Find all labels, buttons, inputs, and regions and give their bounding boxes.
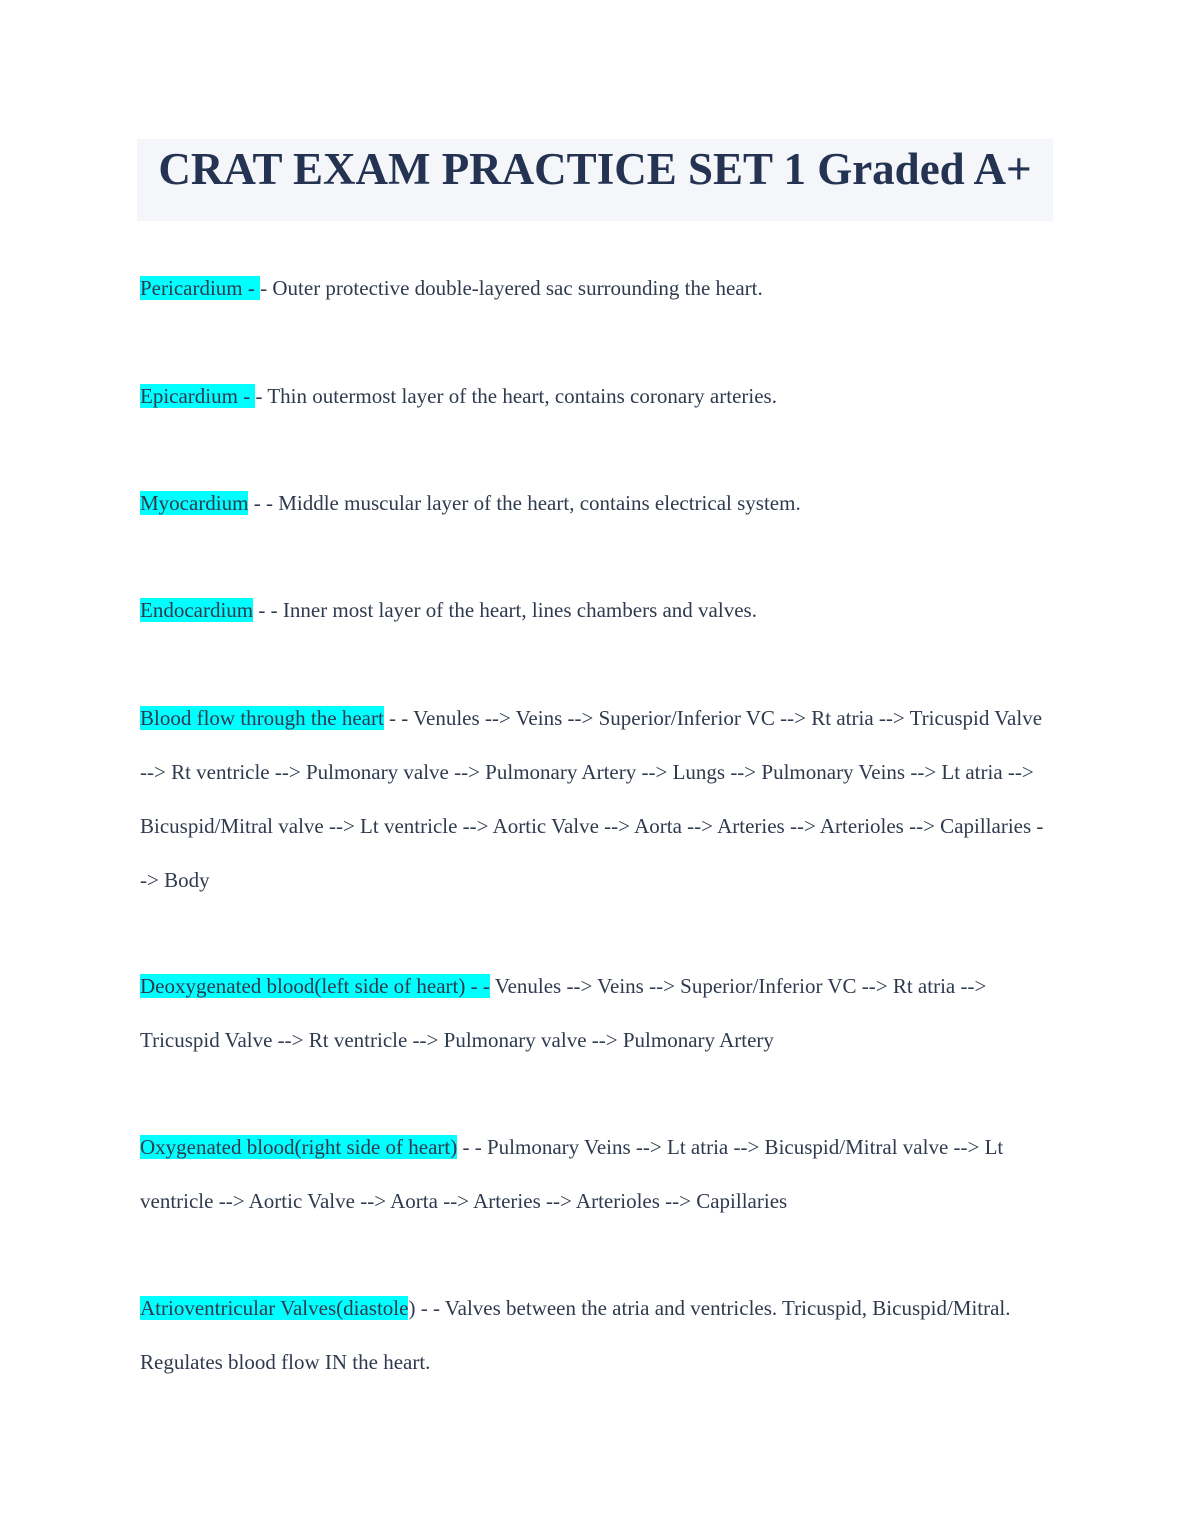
entry-deoxygenated-blood xyxy=(140,959,1050,1067)
entry-definition: ) - - Valves between the atria and ventricles. Tricuspid, Bicuspid/Mitral. Regulates blood flow IN the heart. xyxy=(140,1296,1011,1374)
document-title: CRAT EXAM PRACTICE SET 1 Graded A+ xyxy=(158,144,1032,194)
entry-term: Endocardium xyxy=(140,598,254,622)
entry-definition: - - Venules --> Veins --> Superior/Inferior VC --> Rt atria --> Tricuspid Valve --> Rt ventricle --> Pulmonary valve --> Pulmonary Artery --> Lungs --> Pulmonary Veins --> Lt atria --> Bicuspid/Mitral valve --> Lt ventricle --> Aortic Valve --> Aorta --> Arteries --> Arterioles --> Capillaries --> Body xyxy=(140,706,1044,892)
entry-definition: - Outer protective double-layered sac surrounding the heart. xyxy=(260,276,763,300)
entry-myocardium xyxy=(140,476,1050,530)
entry-definition: - - Middle muscular layer of the heart, contains electrical system. xyxy=(248,491,801,515)
entry-term: Atrioventricular Valves(diastole xyxy=(140,1296,409,1320)
entry-definition: - - Inner most layer of the heart, lines chambers and valves. xyxy=(253,598,757,622)
entry-term: Blood flow through the heart xyxy=(140,706,384,730)
entry-oxygenated-blood xyxy=(140,1120,1050,1228)
title-banner xyxy=(137,139,1053,221)
entry-blood-flow xyxy=(140,691,1050,907)
entry-definition: - - Pulmonary Veins --> Lt atria --> Bicuspid/Mitral valve --> Lt ventricle --> Aortic Valve --> Aorta --> Arteries --> Arterioles --> Capillaries xyxy=(140,1135,1004,1213)
entry-definition: Venules --> Veins --> Superior/Inferior VC --> Rt atria --> Tricuspid Valve --> Rt ventricle --> Pulmonary valve --> Pulmonary Artery xyxy=(140,974,987,1052)
entry-term: Pericardium - xyxy=(140,276,261,300)
entry-definition: - Thin outermost layer of the heart, contains coronary arteries. xyxy=(255,384,777,408)
entry-epicardium xyxy=(140,369,1050,423)
entry-term: Deoxygenated blood(left side of heart) - - xyxy=(140,974,490,998)
entry-atrioventricular-valves xyxy=(140,1281,1050,1389)
entry-endocardium xyxy=(140,583,1050,637)
entry-term: Oxygenated blood(right side of heart) xyxy=(140,1135,458,1159)
entry-pericardium xyxy=(140,261,1050,315)
entry-term: Epicardium - xyxy=(140,384,256,408)
entry-term: Myocardium xyxy=(140,491,249,515)
